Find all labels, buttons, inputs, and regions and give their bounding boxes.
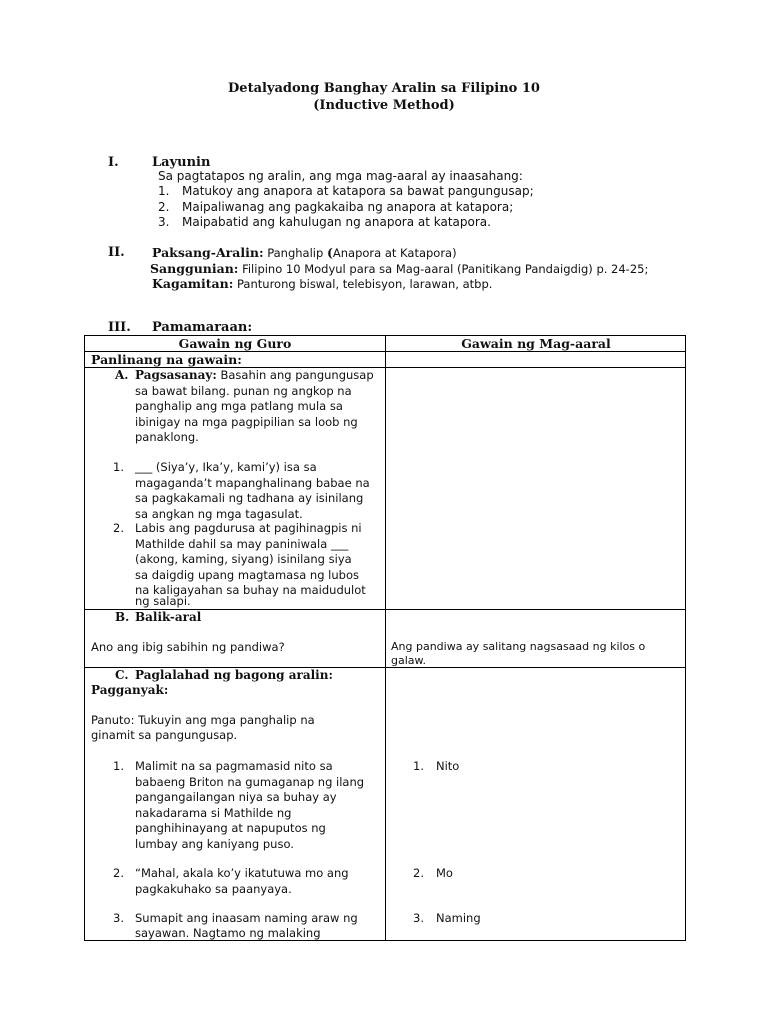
objective-number: 3. [158, 215, 170, 229]
objective-item [158, 200, 514, 214]
c-answer: Mo [436, 866, 453, 880]
paksang-aralin-value: Panghalip [263, 246, 327, 260]
pagganyak-label: Pagganyak: [91, 683, 169, 697]
c-item-line: babaeng Briton na gumaganap ng ilang [135, 774, 365, 789]
section-one-numeral: I. [108, 155, 119, 170]
c-item-line: nakadarama si Mathilde ng [135, 805, 292, 820]
a-item-line: Mathilde dahil sa may paniniwala ___ [135, 536, 349, 551]
section-a-label: Pagsasanay: [135, 368, 217, 382]
a-item-line: magaganda’t mapanghalinang babae na [135, 475, 370, 490]
panlinang-label: Panlinang na gawain: [91, 352, 242, 367]
section-a-letter: A. [115, 368, 129, 382]
c-item-number: 1. [113, 759, 124, 773]
document-title [0, 80, 768, 114]
objective-text: Matukoy ang anapora at katapora sa bawat pangungusap; [182, 184, 534, 198]
a-item-number: 1. [113, 460, 124, 474]
balik-aral-answer-line: Ang pandiwa ay salitang nagsasaad ng kilos o [391, 640, 646, 653]
kagamitan-line [152, 276, 492, 293]
c-answer: Nito [436, 759, 460, 773]
paksang-aralin-line [152, 245, 457, 262]
objective-number: 1. [158, 184, 170, 198]
sanggunian-value: Filipino 10 Modyul para sa Mag-aaral (Panitikang Pandaigdig) p. 24-25; [238, 262, 649, 276]
c-answer-number: 3. [413, 911, 424, 925]
paksang-aralin-label: Paksang-Aralin: [152, 245, 264, 260]
kagamitan-value: Panturong biswal, telebisyon, larawan, atbp. [233, 277, 493, 291]
c-answer-number: 2. [413, 866, 424, 880]
paksang-aralin-value-b: Anapora at Katapora) [332, 246, 457, 260]
balik-aral-question: Ano ang ibig sabihin ng pandiwa? [91, 640, 285, 654]
section-one-heading: Layunin [152, 155, 211, 170]
objective-text: Maipaliwanag ang pagkakaiba ng anapora at katapora; [182, 200, 514, 214]
column-divider [385, 336, 386, 940]
a-item-line: Labis ang pagdurusa at pagihinagpis ni [135, 521, 362, 535]
section-c-letter: C. [115, 668, 129, 682]
c-answer: Naming [436, 911, 481, 925]
c-item-line: pagkakuhako sa paanyaya. [135, 881, 292, 896]
section-a-line: panghalip ang mga patlang mula sa [135, 399, 343, 413]
panuto-line: Panuto: Tukuyin ang mga panghalip na [91, 713, 315, 727]
objectives-intro: Sa pagtatapos ng aralin, ang mga mag-aaral ay inaasahang: [158, 169, 523, 183]
section-a-line: sa bawat bilang. punan ng angkop na [135, 383, 352, 398]
section-three-numeral: III. [108, 320, 131, 335]
section-three-heading: Pamamaraan: [152, 320, 253, 335]
c-item-number: 3. [113, 911, 124, 925]
pamamaraan-table [84, 335, 686, 941]
a-item-number: 2. [113, 521, 124, 535]
a-item-line: (akong, kaming, siyang) isinilang siya [135, 552, 352, 566]
c-item-line: Sumapit ang inaasam naming araw ng [135, 911, 358, 925]
column-header-mag-aaral: Gawain ng Mag-aaral [461, 336, 611, 351]
c-item-line: “Mahal, akala ko’y ikatutuwa mo ang [135, 866, 349, 880]
objective-text: Maipabatid ang kahulugan ng anapora at katapora. [182, 215, 491, 229]
a-item-line: sa daigdig upang magtamasa ng lubos [135, 567, 359, 582]
c-item-line: panghihinayang at napuputos ng [135, 821, 326, 835]
section-a-heading [135, 368, 374, 384]
section-a-line: ibinigay na mga pagpipilian sa loob ng [135, 414, 358, 429]
a-item-line: sa angkan ng mga tagasulat. [135, 506, 303, 521]
column-header-guro: Gawain ng Guro [178, 336, 292, 351]
a-item-line: ng salapi. [135, 594, 191, 608]
c-item-number: 2. [113, 866, 124, 880]
panuto-line: ginamit sa pangungusap. [91, 728, 238, 742]
section-a-line: panaklong. [135, 430, 199, 444]
c-item-line: sayawan. Nagtamo ng malaking [135, 926, 321, 940]
title-line-2: (Inductive Method) [313, 98, 455, 113]
objective-number: 2. [158, 200, 170, 214]
paksang-aralin-paren: ( [326, 245, 333, 260]
section-c-label: Paglalahad ng bagong aralin: [135, 668, 333, 682]
kagamitan-label: Kagamitan: [152, 276, 234, 291]
title-line-1: Detalyadong Banghay Aralin sa Filipino 10 [228, 81, 540, 96]
section-a-instruction: Basahin ang pangungusap [216, 368, 374, 382]
objective-item [158, 184, 534, 198]
sanggunian-label: Sanggunian: [150, 261, 239, 276]
objective-item [158, 215, 491, 229]
a-item-line: na kaligayahan sa buhay na maidudulot [135, 583, 366, 597]
a-item-line: sa pagkakamali ng tadhana ay isinilang [135, 491, 364, 505]
c-answer-number: 1. [413, 759, 424, 773]
section-two-numeral: II. [108, 245, 125, 260]
c-item-line: lumbay ang kaniyang puso. [135, 836, 294, 851]
a-item-line: ___ (Siya’y, Ika’y, kami’y) isa sa [135, 460, 317, 474]
c-item-line: pangangailangan niya sa buhay ay [135, 790, 337, 804]
c-item-line: Malimit na sa pagmamasid nito sa [135, 759, 333, 773]
section-b-letter: B. [115, 610, 130, 624]
balik-aral-answer-line: galaw. [391, 654, 427, 667]
section-b-label: Balik-aral [135, 610, 202, 624]
